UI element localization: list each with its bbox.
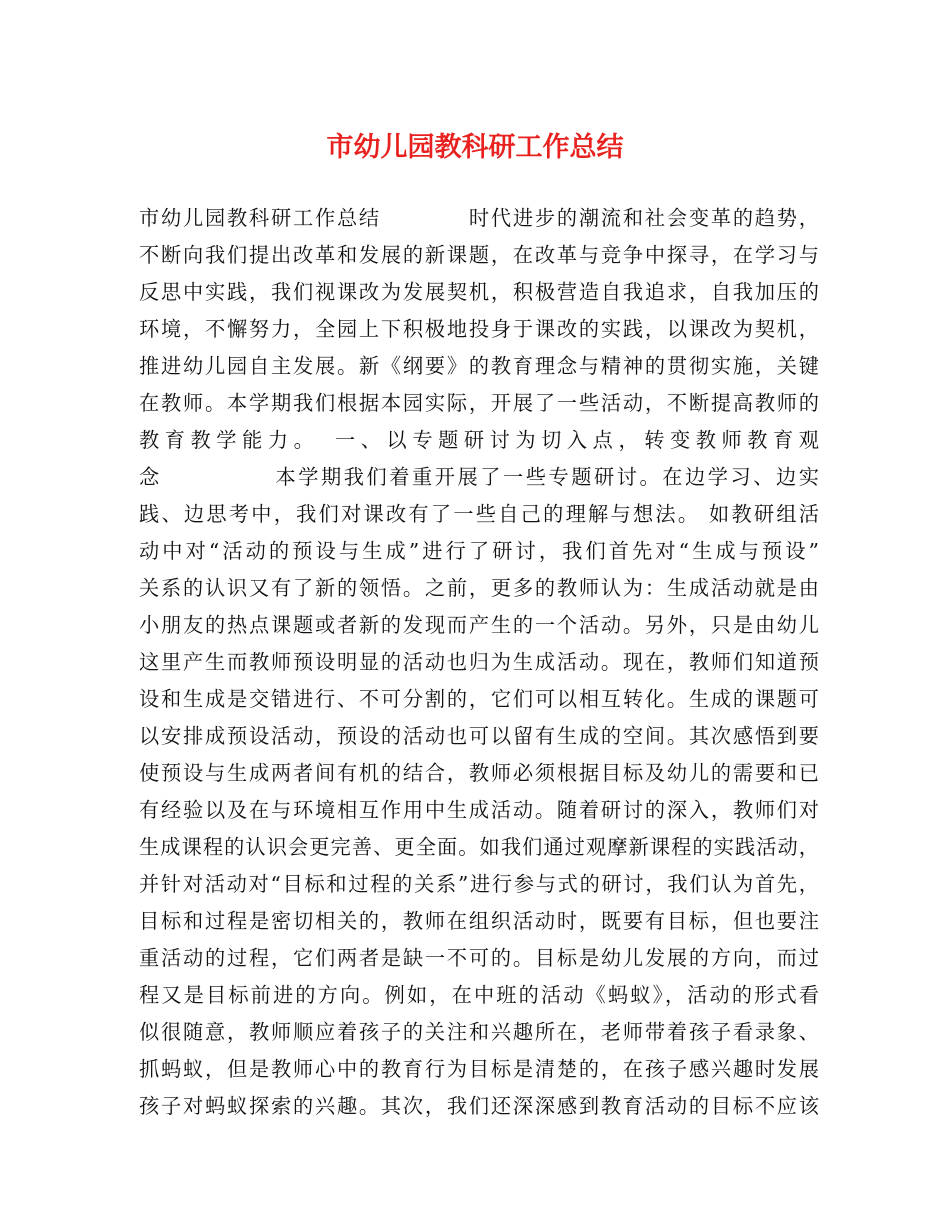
body-line: 孩子对蚂蚁探索的兴趣。其次，我们还深深感到教育活动的目标不应该 [139, 1094, 819, 1118]
body-line: 动中对“活动的预设与生成”进行了研讨，我们首先对“生成与预设” [139, 539, 819, 563]
body-line: 小朋友的热点课题或者新的发现而产生的一个活动。另外，只是由幼儿 [139, 613, 819, 637]
body-line: 教育教学能力。 一、以专题研讨为切入点，转变教师教育观 [139, 428, 819, 452]
body-line: 似很随意，教师顺应着孩子的关注和兴趣所在，老师带着孩子看录象、 [139, 1020, 819, 1044]
body-line: 并针对活动对“目标和过程的关系”进行参与式的研讨，我们认为首先， [139, 872, 819, 896]
body-line: 使预设与生成两者间有机的结合，教师必须根据目标及幼儿的需要和已 [139, 761, 819, 785]
body-line: 在教师。本学期我们根据本园实际，开展了一些活动，不断提高教师的 [139, 391, 819, 415]
body-line: 生成课程的认识会更完善、更全面。如我们通过观摩新课程的实践活动， [139, 835, 819, 859]
body-line: 反思中实践，我们视课改为发展契机，积极营造自我追求，自我加压的 [139, 280, 819, 304]
page-title: 市幼儿园教科研工作总结 [326, 132, 624, 163]
body-line: 关系的认识又有了新的领悟。之前，更多的教师认为：生成活动就是由 [139, 576, 819, 600]
body-line: 市幼儿园教科研工作总结 时代进步的潮流和社会变革的趋势， [139, 206, 819, 230]
body-line: 践、边思考中，我们对课改有了一些自己的理解与想法。 如教研组活 [139, 502, 819, 526]
body-line: 抓蚂蚁，但是教师心中的教育行为目标是清楚的，在孩子感兴趣时发展 [139, 1057, 819, 1081]
body-line: 有经验以及在与环境相互作用中生成活动。随着研讨的深入，教师们对 [139, 798, 819, 822]
body-line: 不断向我们提出改革和发展的新课题，在改革与竞争中探寻，在学习与 [139, 243, 819, 267]
body-line: 这里产生而教师预设明显的活动也归为生成活动。现在，教师们知道预 [139, 650, 819, 674]
body-line: 重活动的过程，它们两者是缺一不可的。目标是幼儿发展的方向，而过 [139, 946, 819, 970]
body-line: 推进幼儿园自主发展。新《纲要》的教育理念与精神的贯彻实施，关键 [139, 354, 819, 378]
body-line: 程又是目标前进的方向。例如，在中班的活动《蚂蚁》，活动的形式看 [139, 983, 819, 1007]
document-body [139, 200, 819, 1125]
body-line: 环境，不懈努力，全园上下积极地投身于课改的实践，以课改为契机， [139, 317, 819, 341]
body-line: 念 本学期我们着重开展了一些专题研讨。在边学习、边实 [139, 465, 819, 489]
body-line: 设和生成是交错进行、不可分割的，它们可以相互转化。生成的课题可 [139, 687, 819, 711]
body-line: 以安排成预设活动，预设的活动也可以留有生成的空间。其次感悟到要 [139, 724, 819, 748]
body-line: 目标和过程是密切相关的，教师在组织活动时，既要有目标，但也要注 [139, 909, 819, 933]
